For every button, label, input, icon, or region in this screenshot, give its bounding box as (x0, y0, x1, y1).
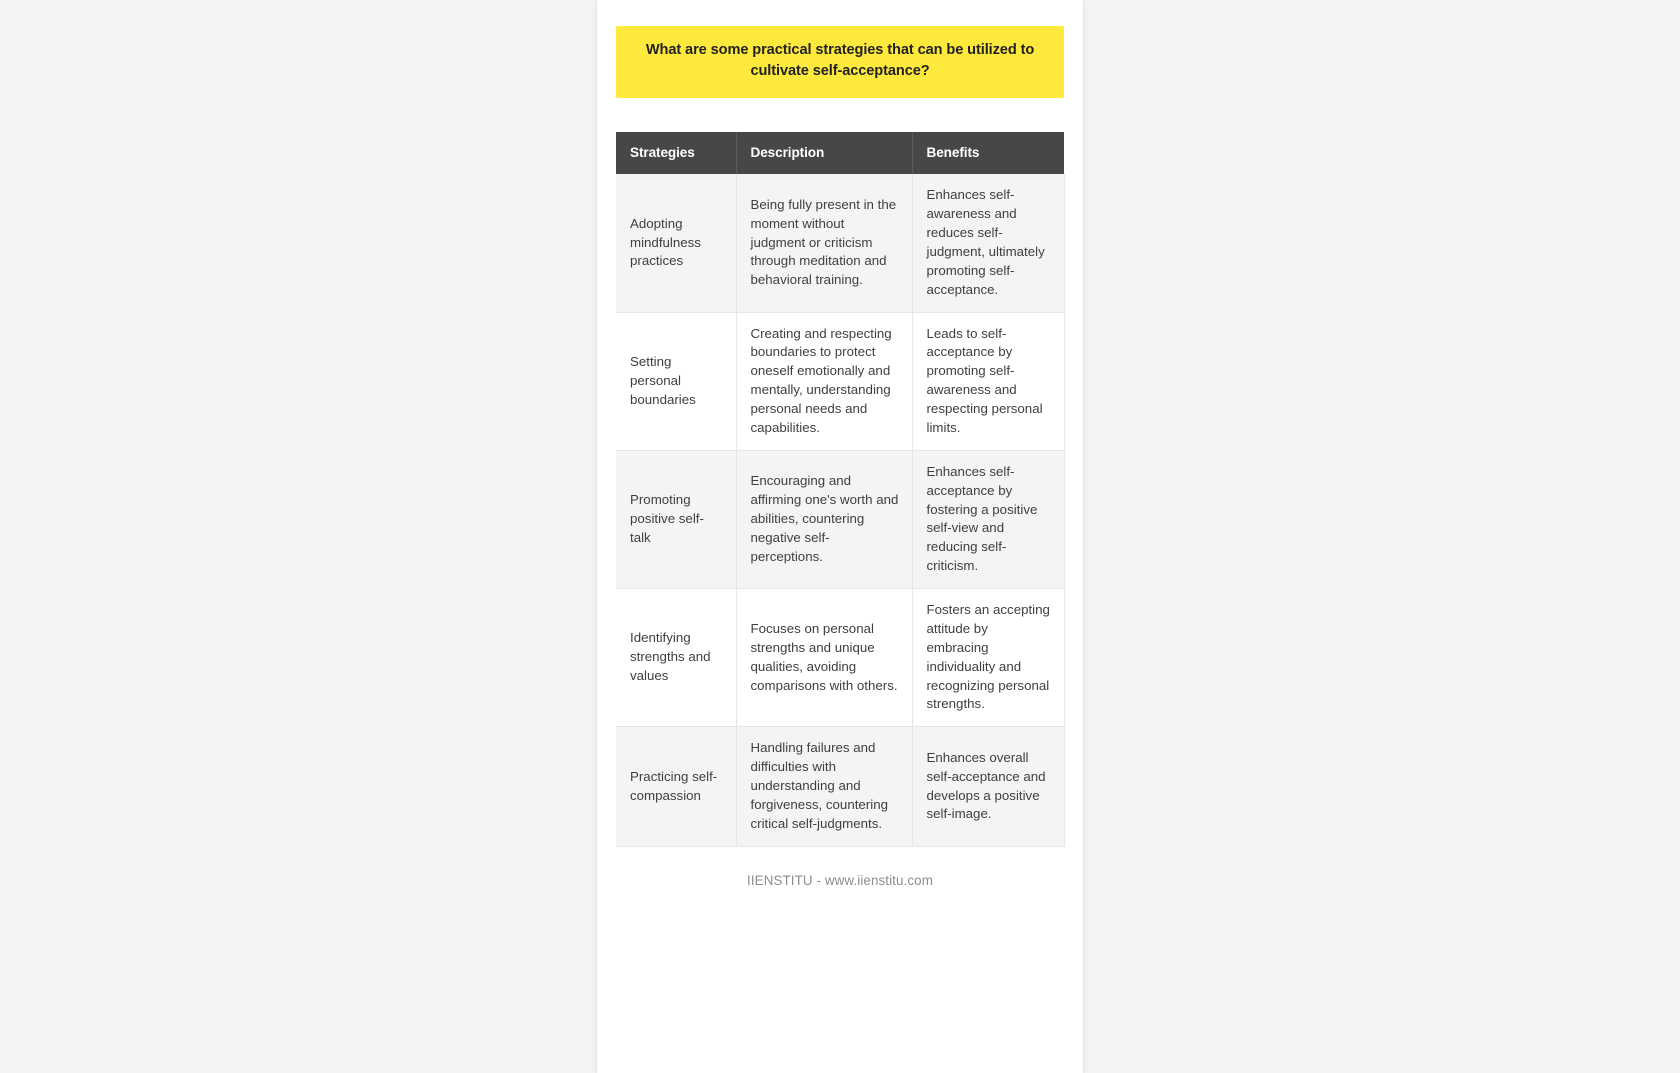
table-body (616, 174, 1064, 846)
table-header (616, 132, 1064, 174)
cell-description: Handling failures and difficulties with understanding and forgiveness, countering critical self-judgments. (736, 727, 912, 846)
table-row (616, 174, 1064, 312)
question-banner: What are some practical strategies that can be utilized to cultivate self-acceptance? (616, 26, 1064, 98)
cell-strategy: Identifying strengths and values (616, 589, 736, 727)
cell-description: Focuses on personal strengths and unique qualities, avoiding comparisons with others. (736, 589, 912, 727)
cell-description: Being fully present in the moment without judgment or criticism through meditation and behavioral training. (736, 174, 912, 312)
cell-benefit: Fosters an accepting attitude by embracing individuality and recognizing personal strengths. (912, 589, 1064, 727)
cell-strategy: Practicing self-compassion (616, 727, 736, 846)
cell-description: Creating and respecting boundaries to protect oneself emotionally and mentally, understanding personal needs and capabilities. (736, 312, 912, 450)
column-header-description: Description (736, 132, 912, 174)
cell-strategy: Setting personal boundaries (616, 312, 736, 450)
strategy-table (616, 132, 1065, 846)
cell-benefit: Enhances overall self-acceptance and develops a positive self-image. (912, 727, 1064, 846)
cell-benefit: Enhances self-acceptance by fostering a positive self-view and reducing self-criticism. (912, 450, 1064, 588)
column-header-benefits: Benefits (912, 132, 1064, 174)
content-card (597, 0, 1083, 1073)
cell-benefit: Enhances self-awareness and reduces self-judgment, ultimately promoting self-acceptance. (912, 174, 1064, 312)
table-row (616, 589, 1064, 727)
table-header-row (616, 132, 1064, 174)
strategy-table-wrapper (616, 132, 1064, 846)
cell-strategy: Adopting mindfulness practices (616, 174, 736, 312)
cell-benefit: Leads to self-acceptance by promoting self-awareness and respecting personal limits. (912, 312, 1064, 450)
table-row (616, 727, 1064, 846)
column-header-strategies: Strategies (616, 132, 736, 174)
cell-strategy: Promoting positive self-talk (616, 450, 736, 588)
footer-attribution: IIENSTITU - www.iienstitu.com (747, 872, 933, 888)
table-row (616, 312, 1064, 450)
card-inner (616, 0, 1064, 918)
table-row (616, 450, 1064, 588)
cell-description: Encouraging and affirming one's worth and abilities, countering negative self-perceptions. (736, 450, 912, 588)
